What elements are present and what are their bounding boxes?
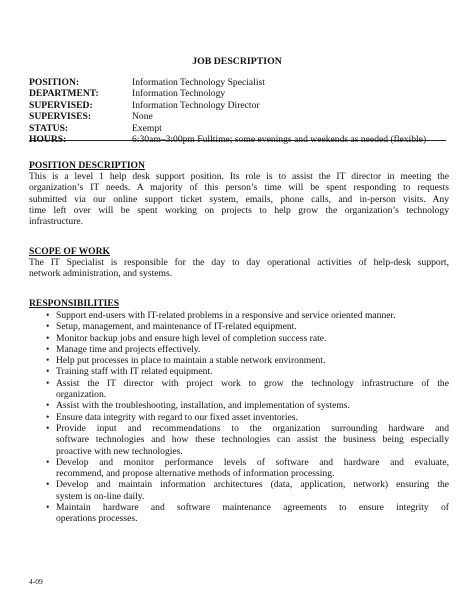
field-value: Exempt [132, 122, 162, 134]
list-item-line: Assist the IT director with project work to grow the technology infrastructure of the [56, 377, 449, 389]
scope-of-work-heading: SCOPE OF WORK [29, 246, 111, 257]
field-supervised [29, 100, 449, 111]
paragraph-line: submitted via our online support ticket system, emails, phone calls, and in-person visits. Any [29, 193, 449, 205]
bullet-icon: • [46, 400, 50, 412]
bullet-icon: • [46, 502, 50, 514]
field-value: Information Technology Specialist [132, 77, 265, 88]
list-item-line: Maintain hardware and software maintenance agreements to ensure integrity of [56, 502, 449, 514]
bullet-icon: • [46, 355, 50, 367]
list-item-line: Setup, management, and maintenance of IT-related equipment. [56, 321, 297, 333]
list-item [29, 423, 449, 457]
list-item [29, 355, 449, 366]
list-item [29, 378, 449, 401]
list-item-line: proactive with new technologies. [56, 445, 183, 457]
section-divider [29, 140, 446, 141]
paragraph-line: network administration, and systems. [29, 268, 173, 280]
paragraph-line: time left over will be spent working on projects to help grow the organization’s technology [29, 204, 449, 216]
field-label: DEPARTMENT: [29, 88, 99, 100]
bullet-icon: • [46, 343, 50, 355]
paragraph-line: The IT Specialist is responsible for the day to day operational activities of help-desk support, [29, 257, 449, 268]
field-label: SUPERVISED: [29, 99, 93, 111]
list-item-line: organization. [56, 389, 107, 401]
bullet-icon: • [46, 366, 50, 378]
list-item [29, 366, 449, 377]
field-value: None [132, 111, 153, 123]
list-item-line: Help put processes in place to maintain a stable network environment. [56, 355, 326, 367]
field-label: SUPERVISES: [29, 111, 92, 123]
field-department [29, 88, 449, 99]
list-item-line: Develop and maintain information architectures (data, application, network) ensuring the [56, 479, 449, 491]
list-item-line: Support end-users with IT-related problems in a responsive and service oriented manner. [56, 310, 396, 321]
list-item [29, 412, 449, 423]
list-item-line: system is on-line daily. [56, 490, 145, 502]
field-value: Information Technology [132, 88, 226, 100]
responsibilities-heading: RESPONSIBILITIES [29, 298, 120, 309]
bullet-icon: • [46, 310, 50, 321]
field-position [29, 77, 449, 88]
list-item [29, 502, 449, 525]
document-title: JOB DESCRIPTION [192, 56, 282, 67]
paragraph-line: organization’s IT needs. A majority of this person’s time will be spent responding to requests [29, 182, 449, 194]
bullet-icon: • [46, 422, 50, 434]
paragraph-line: infrastructure. [29, 216, 84, 228]
field-label: HOURS: [29, 133, 67, 145]
scope-of-work-text [29, 257, 449, 280]
list-item [29, 479, 449, 502]
responsibilities-list [29, 310, 449, 525]
bullet-icon: • [46, 321, 50, 333]
field-label: STATUS: [29, 122, 69, 134]
paragraph-line: This is a level 1 help desk support position. Its role is to assist the IT director in meeting the [29, 171, 449, 182]
field-label: POSITION: [29, 77, 80, 88]
bullet-icon: • [46, 332, 50, 344]
page-code: 4-09 [29, 577, 43, 586]
bullet-icon: • [46, 411, 50, 423]
list-item-line: Develop and monitor performance levels of software and hardware and evaluate, [56, 456, 449, 468]
list-item-line: Monitor backup jobs and ensure high level of completion success rate. [56, 332, 327, 344]
field-supervises [29, 111, 449, 122]
list-item-line: Ensure data integrity with regard to our fixed asset inventories. [56, 411, 298, 423]
list-item [29, 400, 449, 411]
bullet-icon: • [46, 377, 50, 389]
list-item-line: Manage time and projects effectively. [56, 343, 201, 355]
list-item-line: Assist with the troubleshooting, installation, and implementation of systems. [56, 400, 350, 412]
bullet-icon: • [46, 479, 50, 491]
list-item [29, 457, 449, 480]
list-item-line: software technologies and how these technologies can assist the business being especially [56, 434, 449, 446]
list-item-line: operations processes. [56, 513, 138, 525]
list-item [29, 333, 449, 344]
list-item [29, 344, 449, 355]
field-status [29, 123, 449, 134]
list-item-line: Training staff with IT related equipment. [56, 366, 213, 378]
position-description-text [29, 171, 449, 227]
list-item-line: Provide input and recommendations to the organization surrounding hardware and [56, 422, 449, 434]
list-item [29, 321, 449, 332]
list-item-line: recommend, and propose alternative methods of information processing. [56, 468, 335, 480]
position-description-heading: POSITION DESCRIPTION [29, 160, 145, 171]
field-value: 6:30am–3:00pm Fulltime; some evenings and weekends as needed (flexible) [132, 133, 427, 145]
list-item [29, 310, 449, 321]
field-value: Information Technology Director [132, 99, 260, 111]
job-fields [29, 77, 449, 145]
bullet-icon: • [46, 456, 50, 468]
